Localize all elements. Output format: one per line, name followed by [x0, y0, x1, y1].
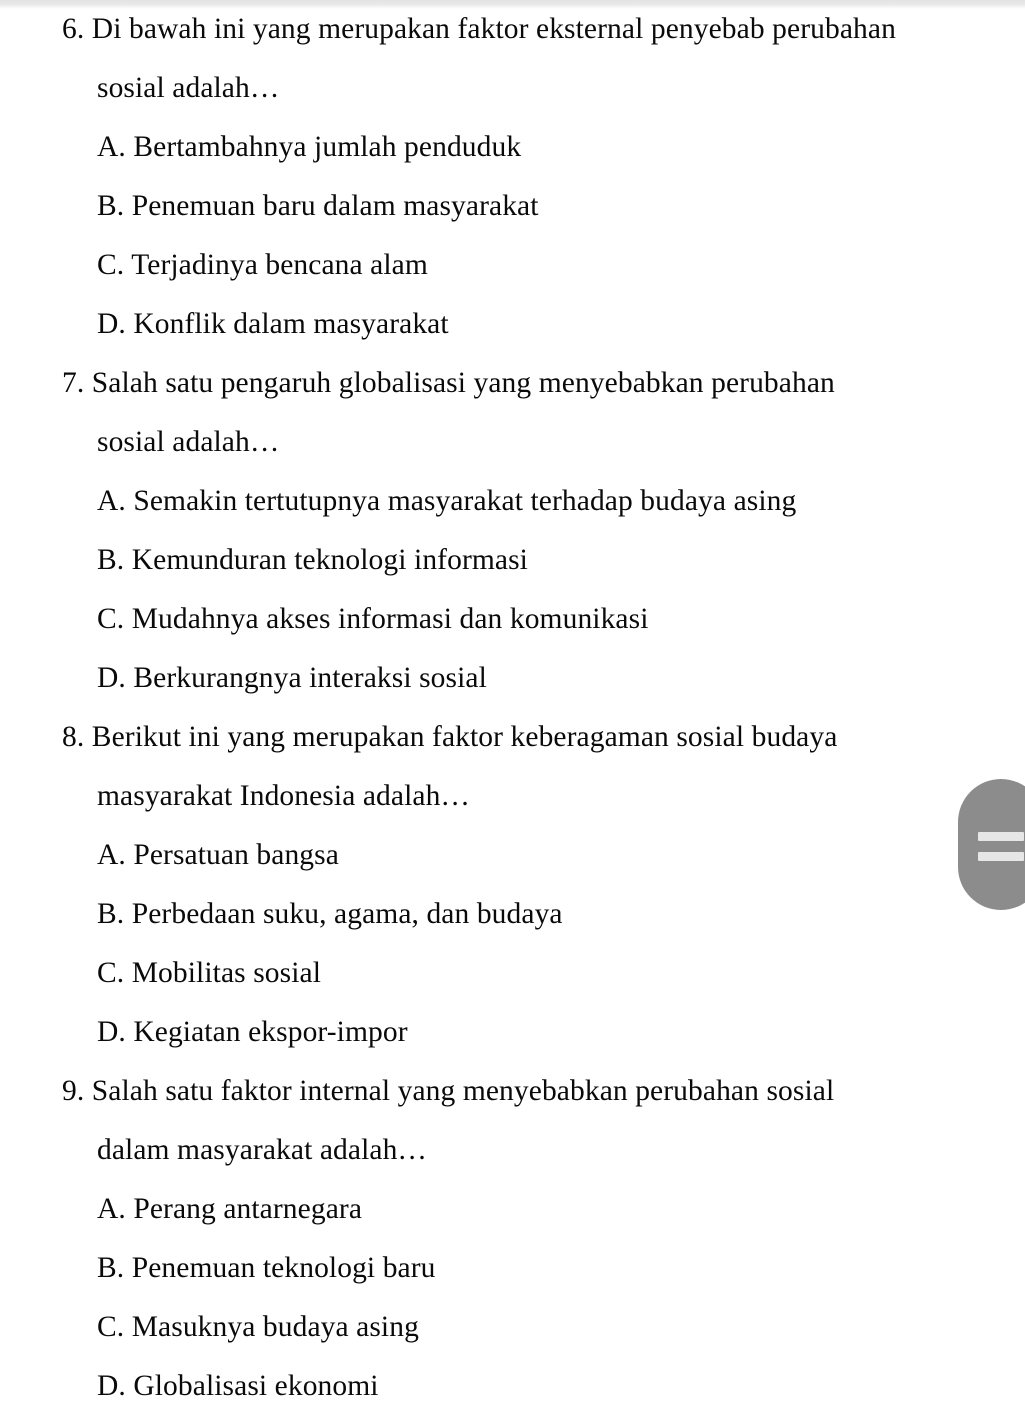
question-stem-line: 8. Berikut ini yang merupakan faktor keberagaman sosial budaya	[62, 721, 838, 753]
question-block-6	[0, 0, 1025, 354]
option-a[interactable]: A. Persatuan bangsa	[97, 839, 339, 871]
question-block-7	[0, 354, 1025, 708]
grip-lines-icon	[978, 832, 1024, 841]
grip-lines-icon	[978, 852, 1024, 861]
option-c[interactable]: C. Mobilitas sosial	[97, 957, 321, 989]
question-stem-line: dalam masyarakat adalah…	[97, 1134, 428, 1166]
option-d[interactable]: D. Konflik dalam masyarakat	[97, 308, 449, 340]
question-block-9	[0, 1062, 1025, 1416]
question-stem-line: 6. Di bawah ini yang merupakan faktor eksternal penyebab perubahan	[62, 13, 896, 45]
option-b[interactable]: B. Kemunduran teknologi informasi	[97, 544, 528, 576]
option-a[interactable]: A. Perang antarnegara	[97, 1193, 363, 1225]
option-a[interactable]: A. Semakin tertutupnya masyarakat terhadap budaya asing	[97, 485, 797, 517]
question-stem-line: sosial adalah…	[97, 426, 280, 458]
option-d[interactable]: D. Berkurangnya interaksi sosial	[97, 662, 487, 694]
option-b[interactable]: B. Penemuan baru dalam masyarakat	[97, 190, 539, 222]
question-stem-line: 9. Salah satu faktor internal yang menyebabkan perubahan sosial	[62, 1075, 835, 1107]
question-stem-line: 7. Salah satu pengaruh globalisasi yang menyebabkan perubahan	[62, 367, 835, 399]
option-c[interactable]: C. Terjadinya bencana alam	[97, 249, 428, 281]
question-stem-line: sosial adalah…	[97, 72, 280, 104]
option-d[interactable]: D. Kegiatan ekspor-impor	[97, 1016, 408, 1048]
option-b[interactable]: B. Penemuan teknologi baru	[97, 1252, 436, 1284]
option-a[interactable]: A. Bertambahnya jumlah penduduk	[97, 131, 522, 163]
option-c[interactable]: C. Mudahnya akses informasi dan komunikasi	[97, 603, 649, 635]
option-d[interactable]: D. Globalisasi ekonomi	[97, 1370, 379, 1402]
option-c[interactable]: C. Masuknya budaya asing	[97, 1311, 419, 1343]
drag-handle[interactable]	[958, 779, 1025, 910]
option-b[interactable]: B. Perbedaan suku, agama, dan budaya	[97, 898, 563, 930]
question-stem-line: masyarakat Indonesia adalah…	[97, 780, 471, 812]
question-block-8	[0, 708, 1025, 1062]
